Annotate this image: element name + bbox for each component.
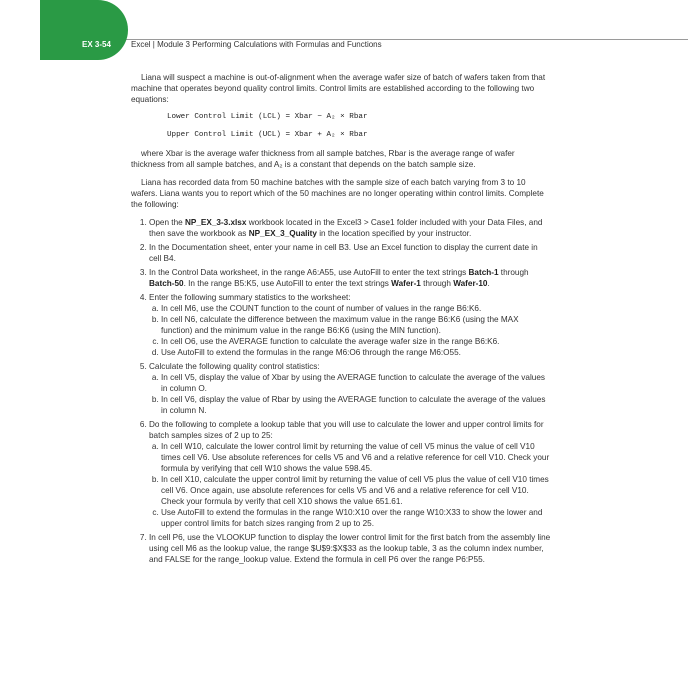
step-6a: a. In cell W10, calculate the lower control limit by returning the value of cell V5 minus the value of cell V10 times cell V6. Use absolute references for cells V5 and V6 and a relative reference for cell V10. Check your formula by verifying that cell W10 shows the value 598.45.	[161, 441, 551, 474]
instruction-list	[131, 217, 551, 565]
step-6b: b. In cell X10, calculate the upper control limit by returning the value of cell V5 plus the value of cell V10 times cell V6. Once again, use absolute references for cells V5 and V6 and a relative reference for cell V10. Check your formula by verify that cell X10 shows the value 651.61.	[161, 474, 551, 507]
equation-lcl: Lower Control Limit (LCL) = Xbar − A₂ × Rbar	[167, 113, 368, 121]
step-5b: b. In cell V6, display the value of Rbar by using the AVERAGE function to calculate the average of the values in column N.	[161, 394, 551, 416]
step-4-substeps	[149, 303, 551, 358]
step-5a: a. In cell V5, display the value of Xbar by using the AVERAGE function to calculate the average of the values in column O.	[161, 372, 551, 394]
step-1: 1. Open the NP_EX_3-3.xlsx workbook located in the Excel3 > Case1 folder included with your Data Files, and then save the workbook as NP_EX_3_Quality in the location specified by your instructor.	[149, 217, 551, 239]
intro-paragraph: Liana will suspect a machine is out-of-alignment when the average wafer size of batch of wafers taken from that machine that operates beyond quality control limits. Control limits are established according to the following two equations:	[131, 73, 546, 104]
page-number-badge	[40, 0, 128, 60]
step-3: 3. In the Control Data worksheet, in the range A6:A55, use AutoFill to enter the text strings Batch-1 through Batch-50. In the range B5:K5, use AutoFill to enter the text strings Wafer-1 through Wafer-10.	[149, 267, 551, 289]
step-7: 7. In cell P6, use the VLOOKUP function to display the lower control limit for the first batch from the assembly line using cell M6 as the lookup value, the range $U$9:$X$33 as the lookup table, 3 as the column index number, and FALSE for the range_lookup value. Extend the formula in cell P6 over the range P6:P55.	[149, 532, 551, 565]
step-4a: a. In cell M6, use the COUNT function to the count of number of values in the range B6:K6.	[161, 303, 551, 314]
equation-ucl: Upper Control Limit (UCL) = Xbar + A₂ × Rbar	[167, 131, 368, 139]
step-6: 6. Do the following to complete a lookup table that you will use to calculate the lower and upper control limits for batch samples sizes of 2 up to 25: a. In cell W10, calculate the lower control limit by returning the value of cell V5 minus the value of cell V10 times cell V6. Use absolute references for cells V5 and V6 and a relative reference for cell V10. Check your formula by verifying that cell W10 shows the value 598.45. b. In cell X10, calculate the upper control limit by returning the value of cell V5 plus the value of cell V10 times cell V6. Once again, use absolute references for cells V5 and V6 and a relative reference for cell V10. Check your formula by verify that cell X10 shows the value 651.61. c. Use AutoFill to extend the formulas in the range W10:X10 over the range W10:X33 to show the lower and upper control limits for batch sizes ranging from 2 up to 25.	[149, 419, 551, 529]
step-4d: d. Use AutoFill to extend the formulas in the range M6:O6 through the range M6:O55.	[161, 347, 551, 358]
page-margin	[0, 0, 74, 700]
workbook-filename: NP_EX_3-3.xlsx	[184, 218, 247, 227]
document-body	[131, 72, 551, 568]
recorded-paragraph: Liana has recorded data from 50 machine batches with the sample size of each batch varying from 3 to 10 wafers. Liana wants you to report which of the 50 machines are no longer operating within control limits. Complete the following:	[131, 178, 544, 209]
step-2: 2. In the Documentation sheet, enter your name in cell B3. Use an Excel function to display the current date in cell B4.	[149, 242, 551, 264]
step-4: 4. Enter the following summary statistics to the worksheet: a. In cell M6, use the COUNT function to the count of number of values in the range B6:K6. b. In cell N6, calculate the difference between the maximum value in the range B6:K6 (using the MAX function) and the minimum value in the range B6:K6 (using the MIN function). c. In cell O6, use the AVERAGE function to calculate the average wafer size in the range B6:K6. d. Use AutoFill to extend the formulas in the range M6:O6 through the range M6:O55.	[149, 292, 551, 358]
where-paragraph: where Xbar is the average wafer thickness from all sample batches, Rbar is the average range of wafer thickness from all sample batches, and A₂ is a constant that depends on the batch sample size.	[131, 149, 515, 169]
page-number: EX 3-54	[82, 40, 111, 49]
save-filename: NP_EX_3_Quality	[248, 229, 317, 238]
step-6c: c. Use AutoFill to extend the formulas in the range W10:X10 over the range W10:X33 to show the lower and upper control limits for batch sizes ranging from 2 up to 25.	[161, 507, 551, 529]
running-header: Excel | Module 3 Performing Calculations with Formulas and Functions	[131, 40, 382, 49]
step-4c: c. In cell O6, use the AVERAGE function to calculate the average wafer size in the range B6:K6.	[161, 336, 551, 347]
step-5-substeps	[149, 372, 551, 416]
step-5: 5. Calculate the following quality control statistics: a. In cell V5, display the value of Xbar by using the AVERAGE function to calculate the average of the values in column O. b. In cell V6, display the value of Rbar by using the AVERAGE function to calculate the average of the values in column N.	[149, 361, 551, 416]
step-6-substeps	[149, 441, 551, 529]
step-4b: b. In cell N6, calculate the difference between the maximum value in the range B6:K6 (using the MAX function) and the minimum value in the range B6:K6 (using the MIN function).	[161, 314, 551, 336]
